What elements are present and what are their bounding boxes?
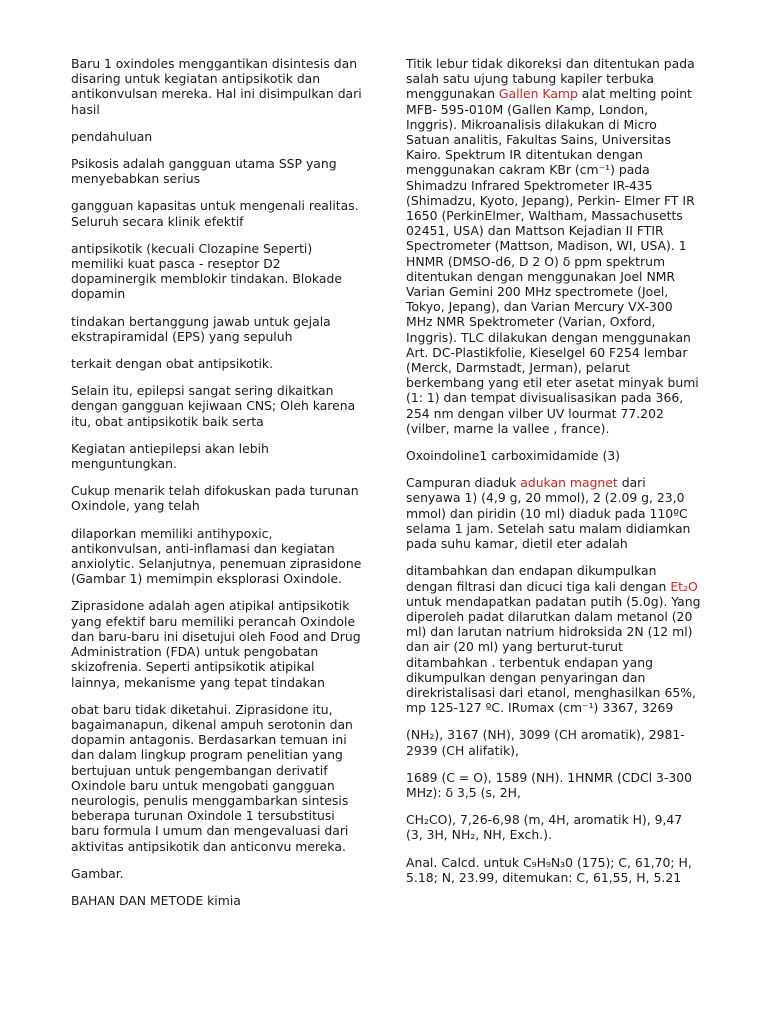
paragraph-reported-activities: dilaporkan memiliki antihypoxic, antikonvulsan, anti-inflamasi dan kegiatan anxiolytic. Selanjutnya, penemuan ziprasidone (Gambar 1) memimpin eksplorasi Oxindole. xyxy=(71,525,362,587)
paragraph-reality: gangguan kapasitas untuk mengenali realitas. Seluruh secara klinik efektif xyxy=(71,198,359,229)
paragraph-oxindole-focus: Cukup menarik telah difokuskan pada turunan Oxindole, yang telah xyxy=(71,483,359,514)
paragraph-epilepsy: Selain itu, epilepsi sangat sering dikaitkan dengan gangguan kejiwaan CNS; Oleh karena itu, obat antipsikotik baik serta xyxy=(71,383,356,429)
highlight-gallen-kamp: Gallen Kamp xyxy=(498,86,578,102)
right-column xyxy=(406,56,702,897)
text-segment: alat melting point MFB- 595-010M (Gallen Kamp, London, Inggris). Mikroanalisis dilakukan di Micro Satuan analitis, Fakultas Sains, Universitas Kairo. Spektrum IR ditentukan dengan menggunakan cakram KBr (cm⁻¹) pada Shimadzu Infrared Spektrometer IR-435 (Shimadzu, Kyoto, Jepang), Perkin- Elmer FT IR 1650 (PerkinElmer, Waltham, Massachusetts 02451, USA) dan Mattson Kejadian II FTIR Spectrometer (Mattson, Madison, WI, USA). 1 HNMR (DMSO-d6, D 2 O) δ ppm spektrum ditentukan dengan menggunakan Joel NMR Varian Gemini 200 MHz spectromete (Joel, Tokyo, Jepang), dan Varian Mercury VX-300 MHz NMR Spektrometer (Varian, Oxford, Inggris). TLC dilakukan dengan menggunakan Art. DC-Plastikfolie, Kieselgel 60 F254 lembar (Merck, Darmstadt, Jerman), pelarut berkembang yang etil eter asetat minyak bumi (1: 1) dan tempat divisualisasikan pada 366, 254 nm dengan vilber UV lourmat 77.202 (vilber, marne la vallee , france). xyxy=(406,86,699,436)
paragraph-nmr: 1689 (C = O), 1589 (NH). 1HNMR (CDCl 3-300 MHz): δ 3,5 (s, 2H, xyxy=(406,769,693,800)
paragraph-related-drugs: terkait dengan obat antipsikotik. xyxy=(71,356,274,372)
text-segment: untuk mendapatkan padatan putih (5.0g). Yang diperoleh padat dilarutkan dalam metanol (20 ml) dan larutan natrium hidroksida 2N (12 ml) dan air (20 ml) yang berturut-turut ditambahkan . terbentuk endapan yang dikumpulkan dengan penyaringan dan direkristalisasi dari etanol, menghasilkan 65%, mp 125-127 ºC. IRυmax (cm⁻¹) 3367, 3269 xyxy=(406,593,701,716)
highlight-magnetic-stirrer: adukan magnet xyxy=(520,475,618,491)
paragraph-antipsychotic: antipsikotik (kecuali Clozapine Seperti) memiliki kuat pasca - reseptor D2 dopaminergik memblokir tindakan. Blokade dopamin xyxy=(71,240,342,302)
paragraph-melting-point xyxy=(406,56,702,436)
paragraph-intro-abstract: Baru 1 oxindoles menggantikan disintesis dan disaring untuk kegiatan antipsikotik dan antikonvulsan mereka. Hal ini disimpulkan dari hasil xyxy=(71,56,362,117)
text-segment: Campuran diaduk xyxy=(406,475,521,491)
paragraph-nmr-shifts: CH₂CO), 7,26-6,98 (m, 4H, aromatik H), 9,47 (3, 3H, NH₂, NH, Exch.). xyxy=(406,812,683,843)
paragraph-antiepileptic: Kegiatan antiepilepsi akan lebih menguntungkan. xyxy=(71,440,269,472)
paragraph-precipitate xyxy=(406,563,702,715)
paragraph-compound-title: Oxoindoline1 carboximidamide (3) xyxy=(406,448,621,464)
paragraph-eps: tindakan bertanggung jawab untuk gejala ekstrapiramidal (EPS) yang sepuluh xyxy=(71,313,331,344)
text-segment: Titik lebur tidak dikoreksi dan ditentukan pada salah satu ujung tabung kapiler terbuka menggunakan xyxy=(406,56,695,102)
paragraph-materials-methods: BAHAN DAN METODE kimia xyxy=(71,892,241,908)
paragraph-psychosis: Psikosis adalah gangguan utama SSP yang menyebabkan serius xyxy=(71,156,337,187)
paragraph-analysis: Anal. Calcd. untuk C₉H₉N₃0 (175); C, 61,70; H, 5.18; N, 23.99, ditemukan: C, 61,55, H, 5.21 xyxy=(406,854,692,885)
text-segment: dari senyawa 1) (4,9 g, 20 mmol), 2 (2.09 g, 23,0 mmol) dan piridin (10 ml) diaduk pada 110ºC selama 1 jam. Setelah satu malam didiamkan pada suhu kamar, dietil eter adalah xyxy=(406,475,691,552)
paragraph-mixture xyxy=(406,475,702,551)
paragraph-ir-bands: (NH₂), 3167 (NH), 3099 (CH aromatik), 2981-2939 (CH alifatik), xyxy=(406,727,685,758)
paragraph-heading-introduction: pendahuluan xyxy=(71,128,153,144)
paragraph-ziprasidone: Ziprasidone adalah agen atipikal antipsikotik yang efektif baru memiliki perancah Oxindole dan baru-baru ini disetujui oleh Food and Drug Administration (FDA) untuk pengobatan skizofrenia. Seperti antipsikotik atipikal lainnya, mekanisme yang tepat tindakan xyxy=(71,598,361,690)
paragraph-new-drug: obat baru tidak diketahui. Ziprasidone itu, bagaimanapun, dikenal ampuh serotonin dan dopamin antagonis. Berdasarkan temuan ini dan dalam lingkup program penelitian yang bertujuan untuk pengembangan derivatif Oxindole baru untuk mengobati gangguan neurologis, penulis menggambarkan sintesis beberapa turunan Oxindole 1 tersubstitusi baru formula I umum dan mengevaluasi dari aktivitas antipsikotik dan anticonvu mereka. xyxy=(71,701,353,854)
text-segment: ditambahkan dan endapan dikumpulkan dengan filtrasi dan dicuci tiga kali dengan xyxy=(406,563,671,594)
highlight-et2o: Et₂O xyxy=(670,578,698,594)
left-column xyxy=(71,56,366,920)
paragraph-figure-label: Gambar. xyxy=(71,865,124,881)
